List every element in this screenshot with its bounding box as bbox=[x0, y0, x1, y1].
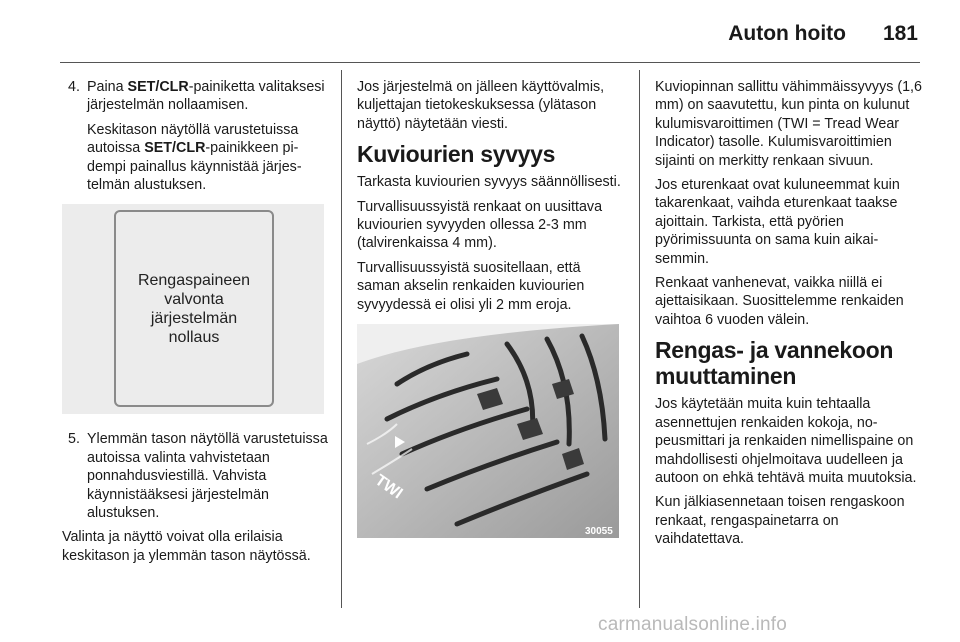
paragraph: Turvallisuussyistä suositellaan, että saman akselin renkaiden kuviourien syvyydessä ei olisi yli 2 mm eroja. bbox=[357, 259, 585, 313]
column-divider-1 bbox=[341, 70, 342, 608]
set-clr-key: SET/CLR bbox=[144, 140, 206, 157]
step-4: 4. Paina SET/CLR-painiketta valitaksesi järjestelmän nollaamisen. bbox=[68, 79, 325, 114]
twi-label: TWI bbox=[371, 471, 406, 503]
column-divider-2 bbox=[639, 70, 640, 608]
page-header bbox=[60, 18, 920, 64]
display-message: Rengaspaineen valvonta järjestelmän nollaus bbox=[137, 271, 251, 346]
set-clr-key: SET/CLR bbox=[127, 79, 189, 95]
column-1 bbox=[62, 78, 330, 571]
paragraph: Jos käytetään muita kuin tehtaalla asennettujen renkaiden kokoja, nopeusmittari ja renkaiden nimellispaine on mahdollisesti ohjelmoitava uudelleen ja autoon on ehkä tehtävä muita muutoksia. bbox=[655, 396, 917, 486]
size-change-heading: Rengas- ja vannekoon muuttaminen bbox=[655, 337, 894, 390]
paragraph: Kuviopinnan sallittu vähimmäissyvyys (1,6 mm) on saavutettu, kun pinta on kulunut kulumisvaroittimen (TWI = Tread Wear Indicator) tasolle. Kulumisvaroittimien sijainti on merkitty renkaan sivuun. bbox=[655, 79, 922, 169]
step-number: 4. bbox=[68, 79, 80, 95]
tyre-tread-illustration bbox=[357, 324, 619, 538]
step-number: 5. bbox=[68, 431, 80, 448]
paragraph: Kun jälkiasennetaan toisen rengaskoon renkaat, rengaspainetarra on vaihdatettava. bbox=[655, 494, 905, 548]
column-2 bbox=[357, 78, 623, 538]
header-divider bbox=[60, 62, 920, 63]
paragraph: Jos eturenkaat ovat kuluneemmat kuin takarenkaat, vaihda eturenkaat taakse ajoittain. Tarkista, että pyörien pyörimissuunta on sama kuin aikaisemmin. bbox=[655, 177, 900, 267]
watermark: carmanualsonline.info bbox=[598, 614, 788, 635]
closing-paragraph: Valinta ja näyttö voivat olla erilaisia keskitason ja ylemmän tason näytössä. bbox=[62, 529, 311, 564]
column-3 bbox=[655, 78, 923, 555]
paragraph: Turvallisuussyistä renkaat on uusittava kuviourien syvyyden ollessa 2-3 mm (talvirenkaissa 4 mm). bbox=[357, 198, 603, 252]
display-illustration bbox=[62, 204, 324, 414]
intro-paragraph: Jos järjestelmä on jälleen käyttövalmis, kuljettajan tietokeskuksessa (ylätason näyttö) näytetään viesti. bbox=[357, 79, 605, 132]
image-code: 30055 bbox=[585, 526, 613, 538]
paragraph: Renkaat vanhenevat, vaikka niillä ei ajettaisikaan. Suosittelemme renkaiden vaihtoa 6 vuoden välein. bbox=[655, 275, 904, 328]
tread-depth-heading: Kuviourien syvyys bbox=[357, 141, 556, 168]
paragraph: Tarkasta kuviourien syvyys säännöllisesti. bbox=[357, 174, 621, 191]
info-display-screen bbox=[114, 210, 274, 407]
section-title: Auton hoito bbox=[728, 22, 846, 45]
page-number: 181 bbox=[882, 22, 918, 45]
step-4-note: Keskitason näytöllä varustetuissa autoissa SET/CLR-painikkeen pidempi painallus käynnistää järjestelmän alustuksen. bbox=[87, 121, 302, 194]
tyre-tread-image bbox=[357, 324, 619, 538]
step-5: 5. Ylemmän tason näytöllä varustetuissa autoissa valinta vahvistetaan ponnahdusviestillä. Vahvista käynnistääksesi järjestelmän alustuksen. bbox=[68, 431, 328, 522]
